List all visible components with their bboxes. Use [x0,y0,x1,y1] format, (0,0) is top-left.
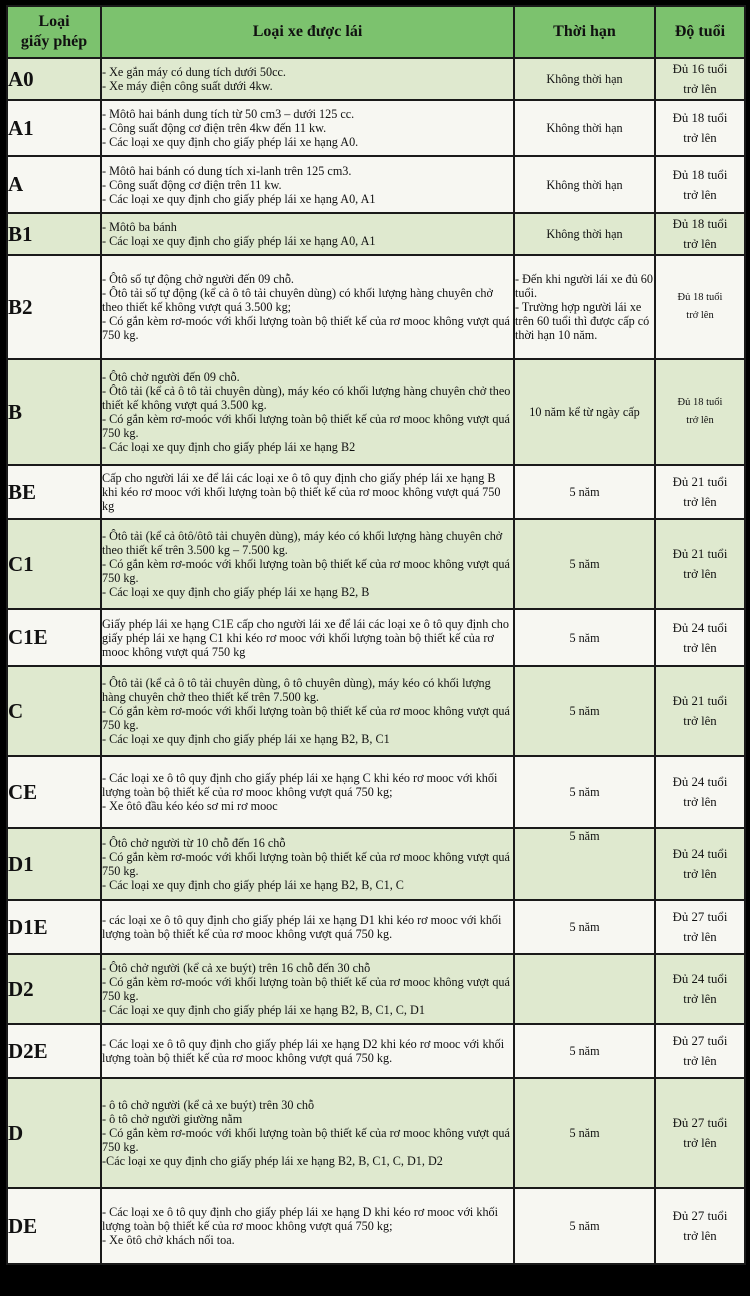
duration-cell: Không thời hạn [514,156,655,213]
vehicle-line: - Công suất động cơ điện trên 4kw đến 11 kw. [102,121,327,135]
age-min: Đủ 18 tuổi [677,292,723,303]
header-duration: Thời hạn [514,6,655,58]
vehicle-line: - Ôtô tải (kể cả ôtô/ôtô tải chuyên dùng), máy kéo có khối lượng hàng chuyên chở theo thiết kế trên 3.500 kg – 7.500 kg. [102,529,503,557]
vehicle-line: - Môtô ba bánh [102,220,177,234]
age-min: Đủ 24 tuổi [672,972,728,986]
table-row [7,609,745,666]
vehicle-line: - Các loại xe quy định cho giấy phép lái xe hạng B2, B, C1, C, D1 [102,1003,425,1017]
vehicle-line: - ô tô chở người (kể cả xe buýt) trên 30 chỗ [102,1098,315,1112]
license-class-cell: D1 [7,828,101,900]
age-suffix: trở lên [683,992,717,1006]
age-suffix: trở lên [683,867,717,881]
age-cell [655,213,745,255]
duration-cell: 5 năm [514,1188,655,1264]
table-row [7,255,745,359]
table-row [7,519,745,609]
age-min: Đủ 18 tuổi [672,111,728,125]
duration-cell: - Đến khi người lái xe đủ 60 tuổi. - Trường hợp người lái xe trên 60 tuổi thì được cấp có thời hạn 10 năm. [514,255,655,359]
age-min: Đủ 27 tuổi [672,1034,728,1048]
age-suffix: trở lên [683,237,717,251]
vehicle-line: Giấy phép lái xe hạng C1E cấp cho người lái xe để lái các loại xe ô tô quy định cho giấy phép lái xe hạng C1 khi kéo rơ mooc với khối lượng toàn bộ thiết kế của rơ mooc không vượt quá 750 kg [102,616,509,659]
vehicle-type-cell [101,213,514,255]
age-min: Đủ 27 tuổi [672,910,728,924]
vehicle-line: - Các loại xe quy định cho giấy phép lái xe hạng B2 [102,440,356,454]
duration-cell: 5 năm [514,666,655,756]
table-row [7,1024,745,1078]
vehicle-type-cell [101,900,514,954]
vehicle-line: - Các loại xe quy định cho giấy phép lái xe hạng A0. [102,135,359,149]
age-min: Đủ 24 tuổi [672,620,728,635]
age-min: Đủ 27 tuổi [672,1116,728,1130]
duration-cell: 5 năm [514,828,655,900]
table-row [7,1078,745,1188]
age-cell [655,609,745,666]
age-cell [655,954,745,1024]
vehicle-type-cell [101,666,514,756]
vehicle-line: - Ôtô tải (kể cả ô tô tải chuyên dùng), máy kéo có khối lượng hàng chuyên chở theo thiết kế không vượt quá 3.500 kg. [102,384,511,412]
duration-cell: Không thời hạn [514,213,655,255]
header-license-class-line1: Loại [38,13,70,30]
age-min: Đủ 24 tuổi [672,847,728,861]
license-class-cell: C [7,666,101,756]
header-license-class [7,6,101,58]
age-cell [655,58,745,100]
header-vehicle-type: Loại xe được lái [101,6,514,58]
vehicle-line: - Môtô hai bánh dung tích từ 50 cm3 – dưới 125 cc. [102,107,355,121]
table-row [7,465,745,519]
license-table [6,5,746,1265]
age-cell [655,666,745,756]
age-min: Đủ 21 tuổi [672,475,728,489]
table-row [7,666,745,756]
table-row [7,100,745,156]
age-cell [655,1024,745,1078]
vehicle-line: - Xe ôtô chở khách nối toa. [102,1233,235,1247]
vehicle-type-cell [101,1188,514,1264]
license-class-cell: B [7,359,101,465]
age-min: Đủ 27 tuổi [672,1209,728,1223]
vehicle-type-cell [101,255,514,359]
duration-cell: 5 năm [514,1078,655,1188]
table-row [7,359,745,465]
age-suffix: trở lên [683,1229,717,1243]
age-cell [655,1188,745,1264]
vehicle-line: - Ôtô chở người từ 10 chỗ đến 16 chỗ [102,836,286,850]
vehicle-type-cell [101,100,514,156]
vehicle-type-cell [101,828,514,900]
age-min: Đủ 16 tuổi [672,62,728,76]
age-suffix: trở lên [683,131,717,145]
age-cell [655,100,745,156]
duration-cell: 5 năm [514,465,655,519]
duration-cell: 5 năm [514,756,655,828]
vehicle-type-cell [101,359,514,465]
header-row [7,6,745,58]
age-cell [655,756,745,828]
age-suffix: trở lên [686,415,714,426]
vehicle-type-cell [101,156,514,213]
age-suffix: trở lên [683,640,717,655]
age-cell [655,359,745,465]
age-suffix: trở lên [683,930,717,944]
age-suffix: trở lên [683,714,717,728]
license-class-cell: D [7,1078,101,1188]
duration-cell: 5 năm [514,900,655,954]
age-suffix: trở lên [683,1054,717,1068]
vehicle-line: - Có gắn kèm rơ-moóc với khối lượng toàn bộ thiết kế của rơ mooc không vượt quá 750 kg. [102,314,510,342]
vehicle-type-cell [101,954,514,1024]
vehicle-line: - Ôtô chở người đến 09 chỗ. [102,370,240,384]
vehicle-line: - Các loại xe ô tô quy định cho giấy phép lái xe hạng D khi kéo rơ mooc với khối lượng toàn bộ thiết kế của rơ mooc không vượt quá 750 kg; [102,1205,499,1233]
age-suffix: trở lên [686,310,714,321]
license-class-cell: A0 [7,58,101,100]
vehicle-line: - Các loại xe quy định cho giấy phép lái xe hạng B2, B, C1, C [102,878,404,892]
vehicle-line: - Xe máy điện công suất dưới 4kw. [102,79,273,93]
age-cell [655,828,745,900]
age-min: Đủ 24 tuổi [672,775,728,789]
age-cell [655,1078,745,1188]
license-class-cell: BE [7,465,101,519]
vehicle-line: - Xe ôtô đầu kéo kéo sơ mi rơ mooc [102,799,278,813]
vehicle-type-cell [101,519,514,609]
table-row [7,156,745,213]
vehicle-type-cell [101,465,514,519]
license-class-cell: C1 [7,519,101,609]
table-row [7,756,745,828]
vehicle-line: - Các loại xe ô tô quy định cho giấy phép lái xe hạng C khi kéo rơ mooc với khối lượng toàn bộ thiết kế của rơ mooc không vượt quá 750 kg; [102,771,498,799]
vehicle-line: - Ôtô chở người (kể cả xe buýt) trên 16 chỗ đến 30 chỗ [102,961,371,975]
duration-cell: 10 năm kể từ ngày cấp [514,359,655,465]
vehicle-line: - Các loại xe ô tô quy định cho giấy phép lái xe hạng D2 khi kéo rơ mooc với khối lượng toàn bộ thiết kế của rơ mooc không vượt quá 750 kg. [102,1037,505,1065]
vehicle-type-cell [101,1078,514,1188]
license-class-cell: B2 [7,255,101,359]
vehicle-line: - Các loại xe quy định cho giấy phép lái xe hạng A0, A1 [102,191,376,206]
vehicle-line: - Các loại xe quy định cho giấy phép lái xe hạng B2, B [102,585,370,599]
vehicle-line: - Có gắn kèm rơ-moóc với khối lượng toàn bộ thiết kế của rơ mooc không vượt quá 750 kg. [102,704,510,732]
vehicle-line: - Các loại xe quy định cho giấy phép lái xe hạng A0, A1 [102,234,376,248]
vehicle-line: - Môtô hai bánh có dung tích xi-lanh trên 125 cm3. [102,163,352,178]
table-row [7,900,745,954]
vehicle-line: - Có gắn kèm rơ-moóc với khối lượng toàn bộ thiết kế của rơ mooc không vượt quá 750 kg. [102,412,510,440]
license-class-cell: A [7,156,101,213]
vehicle-line: - Có gắn kèm rơ-moóc với khối lượng toàn bộ thiết kế của rơ mooc không vượt quá 750 kg. [102,1126,510,1154]
age-suffix: trở lên [683,1136,717,1150]
vehicle-line: - Xe gắn máy có dung tích dưới 50cc. [102,65,286,79]
age-min: Đủ 18 tuổi [672,217,728,231]
vehicle-type-cell [101,609,514,666]
vehicle-line: - các loại xe ô tô quy định cho giấy phép lái xe hạng D1 khi kéo rơ mooc với khối lượng toàn bộ thiết kế của rơ mooc không vượt quá 750 kg. [102,913,502,941]
table-row [7,58,745,100]
age-cell [655,465,745,519]
vehicle-line: - ô tô chở người giường nằm [102,1112,243,1126]
age-suffix: trở lên [683,567,717,581]
table-row [7,828,745,900]
duration-cell: 5 năm [514,609,655,666]
age-min: Đủ 18 tuổi [677,397,723,408]
age-suffix: trở lên [683,82,717,96]
vehicle-type-cell [101,756,514,828]
vehicle-line: - Ôtô tải (kể cả ô tô tải chuyên dùng, ô tô chuyên dùng), máy kéo có khối lượng hàng chuyên chở theo thiết kế trên 7.500 kg. [102,676,491,704]
table-row [7,954,745,1024]
vehicle-line: - Các loại xe quy định cho giấy phép lái xe hạng B2, B, C1 [102,732,390,746]
vehicle-line: -Các loại xe quy định cho giấy phép lái xe hạng B2, B, C1, C, D1, D2 [102,1154,443,1168]
age-cell [655,900,745,954]
age-suffix: trở lên [683,495,717,509]
license-class-cell: A1 [7,100,101,156]
duration-cell: Không thời hạn [514,100,655,156]
duration-cell: 5 năm [514,519,655,609]
license-class-cell: D2E [7,1024,101,1078]
license-class-cell: D2 [7,954,101,1024]
header-age: Độ tuổi [655,6,745,58]
license-class-cell: CE [7,756,101,828]
license-class-cell: C1E [7,609,101,666]
vehicle-line: Cấp cho người lái xe để lái các loại xe ô tô quy định cho giấy phép lái xe hạng B khi kéo rơ mooc với khối lượng toàn bộ thiết kế của rơ mooc không vượt quá 750 kg [102,471,501,513]
table-row [7,1188,745,1264]
vehicle-type-cell [101,58,514,100]
vehicle-line: - Có gắn kèm rơ-moóc với khối lượng toàn bộ thiết kế của rơ mooc không vượt quá 750 kg. [102,975,510,1003]
age-cell [655,255,745,359]
vehicle-line: - Ôtô tải số tự động (kể cả ô tô tải chuyên dùng) có khối lượng hàng chuyên chở theo thiết kế không vượt quá 3.500 kg; [102,286,493,314]
age-suffix: trở lên [683,795,717,809]
duration-cell: 5 năm [514,1024,655,1078]
age-min: Đủ 21 tuổi [672,694,728,708]
age-min: Đủ 18 tuổi [672,167,728,182]
table-body [7,58,745,1264]
vehicle-line: - Công suất động cơ điện trên 11 kw. [102,177,282,192]
license-class-cell: B1 [7,213,101,255]
age-cell [655,156,745,213]
duration-cell [514,954,655,1024]
age-suffix: trở lên [683,187,717,202]
header-license-class-line2: giấy phép [20,33,88,50]
vehicle-line: - Ôtô số tự động chở người đến 09 chỗ. [102,272,294,286]
license-class-cell: D1E [7,900,101,954]
age-cell [655,519,745,609]
license-class-cell: DE [7,1188,101,1264]
duration-cell: Không thời hạn [514,58,655,100]
age-min: Đủ 21 tuổi [672,547,728,561]
vehicle-type-cell [101,1024,514,1078]
vehicle-line: - Có gắn kèm rơ-moóc với khối lượng toàn bộ thiết kế của rơ mooc không vượt quá 750 kg. [102,850,510,878]
vehicle-line: - Có gắn kèm rơ-moóc với khối lượng toàn bộ thiết kế của rơ mooc không vượt quá 750 kg. [102,557,510,585]
table-row [7,213,745,255]
